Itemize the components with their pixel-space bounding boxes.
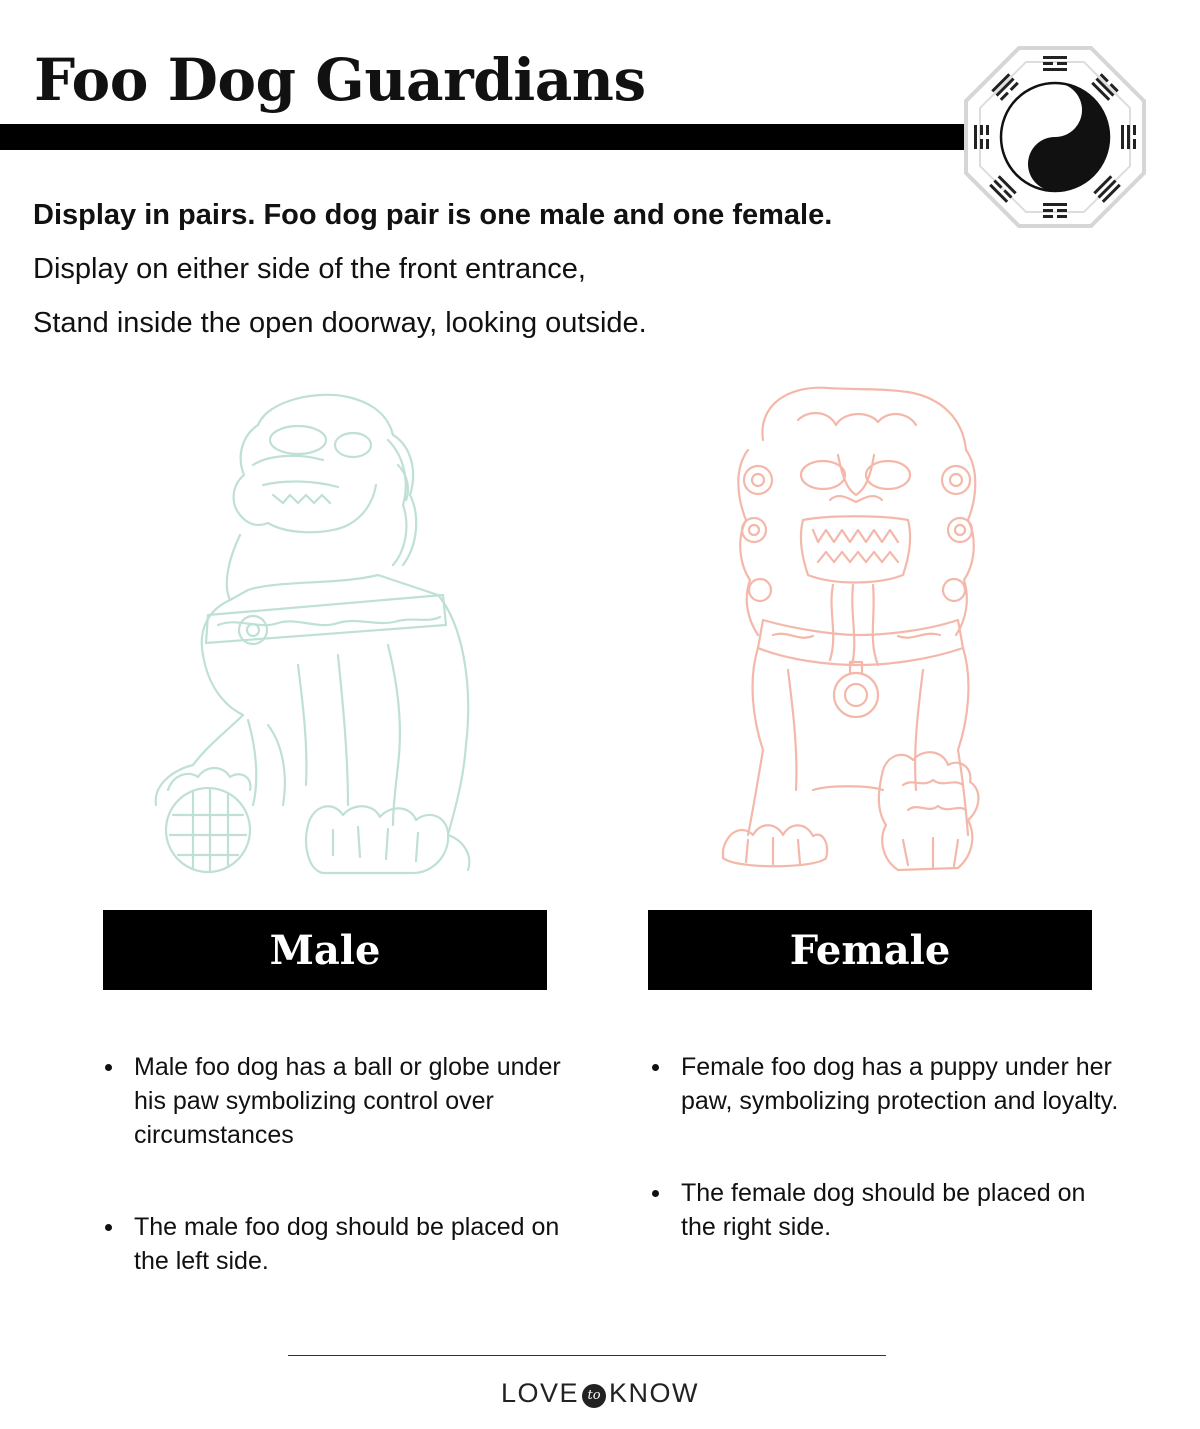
female-foo-dog-illustration xyxy=(718,380,988,880)
male-points-list xyxy=(103,1050,563,1336)
male-label-box xyxy=(103,910,547,990)
intro-lead: Display in pairs. Foo dog pair is one male and one female. xyxy=(33,199,833,231)
footer-divider xyxy=(288,1355,886,1356)
female-point-puppy: Female foo dog has a puppy under her paw, symbolizing protection and loyalty. xyxy=(650,1050,1120,1118)
female-points-list xyxy=(650,1050,1120,1302)
intro-line-doorway: Stand inside the open doorway, looking outside. xyxy=(33,307,647,339)
female-label: Female xyxy=(789,926,951,974)
female-label-box xyxy=(648,910,1092,990)
brand-logo-know: KNOW xyxy=(609,1378,700,1408)
title-underline-bar xyxy=(0,124,972,150)
brand-logo[interactable] xyxy=(0,1378,1200,1409)
page-title: Foo Dog Guardians xyxy=(34,46,646,114)
intro-text xyxy=(33,188,933,350)
male-point-placement: The male foo dog should be placed on the left side. xyxy=(103,1210,563,1278)
male-label: Male xyxy=(269,926,381,974)
female-point-placement: The female dog should be placed on the right side. xyxy=(650,1176,1120,1244)
bagua-yin-yang-icon xyxy=(962,44,1148,230)
brand-logo-love: LOVE xyxy=(500,1378,580,1408)
intro-line-entrance: Display on either side of the front entrance, xyxy=(33,253,586,285)
brand-logo-to-badge: to xyxy=(582,1384,606,1408)
male-point-ball: Male foo dog has a ball or globe under his paw symbolizing control over circumstances xyxy=(103,1050,563,1152)
male-foo-dog-illustration xyxy=(148,385,484,880)
